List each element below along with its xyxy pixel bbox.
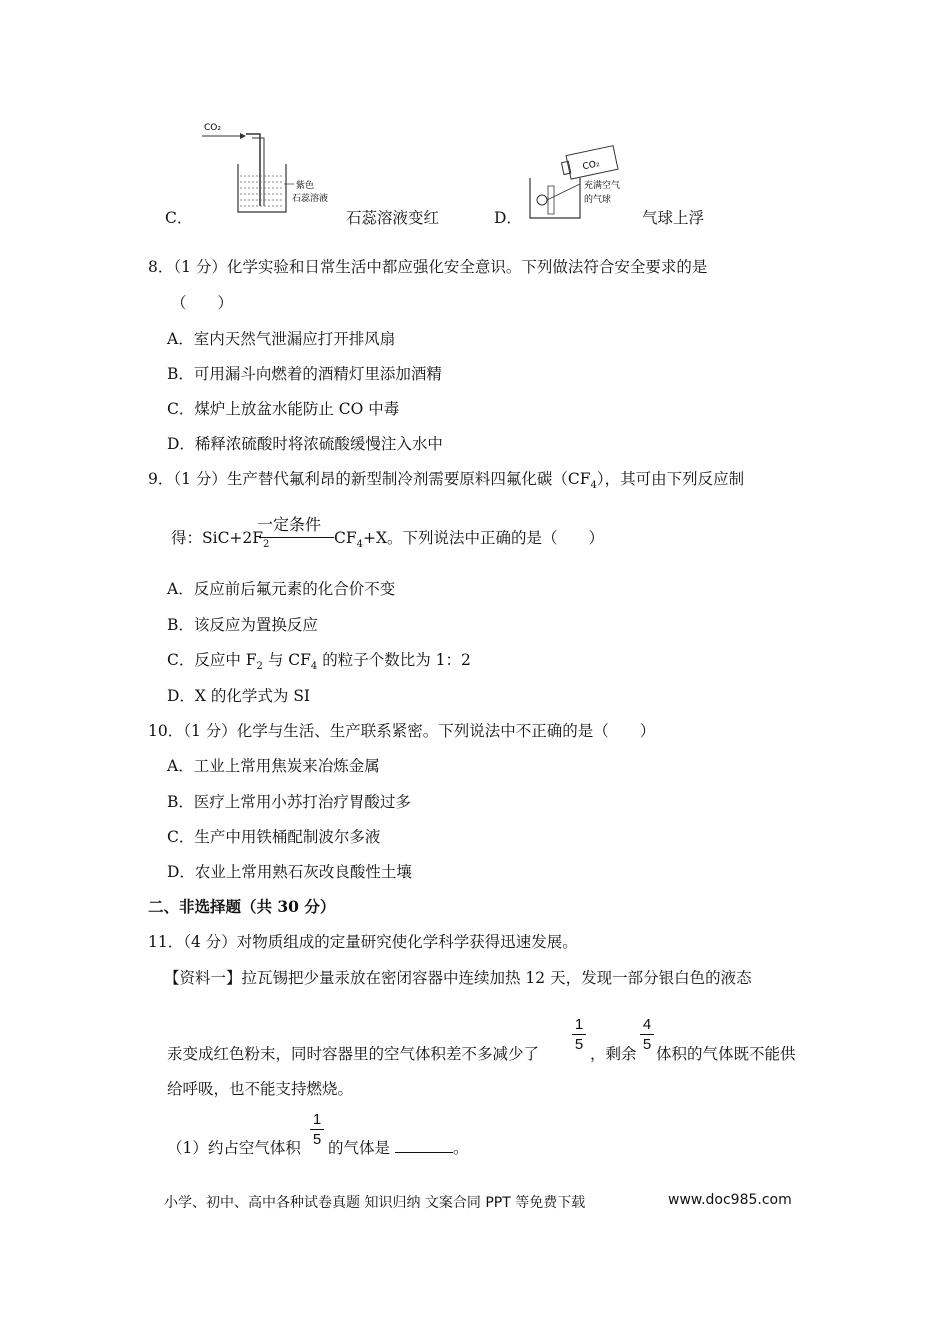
q8-stem: 8．（1 分）化学实验和日常生活中都应强化安全意识。下列做法符合安全要求的是 [148,258,708,276]
q8-paren: （ ） [171,294,234,312]
q8-option-b: B．可用漏斗向燃着的酒精灯里添加酒精 [167,365,442,383]
q9-equation-prefix: 得：$SiC+2F_2$ [171,529,270,551]
q10-stem: 10．（1 分）化学与生活、生产联系紧密。下列说法中不正确的是（ ） [148,722,656,740]
q9-option-a: A．反应前后氟元素的化合价不变 [167,580,396,598]
q7-figure-d-beaker [524,142,644,222]
q7-option-c-label: C． [165,209,193,227]
q9-reaction-arrow-line [259,537,334,538]
footer-text: 小学、初中、高中各种试卷真题 知识归纳 文案合同 PPT 等免费下载 [164,1195,586,1211]
q10-option-d: D．农业上常用熟石灰改良酸性土壤 [167,863,412,881]
q8-option-c: C．煤炉上放盆水能防止 CO 中毒 [167,400,400,418]
fig-c-liquid-label-2: 石蕊溶液 [292,194,329,204]
q11-sub1-a: （1）约占空气体积 [167,1139,301,1157]
section-2-heading: 二、非选择题（共 30 分） [148,897,336,916]
fig-c-gas-label: CO₂ [204,123,221,133]
q9-option-c: C．反应中 $F_2$ 与 $CF_4$ 的粒子个数比为 1：2 [167,651,471,673]
fig-d-gas-label: CO₂ [581,159,601,173]
q8-option-d: D．稀释浓硫酸时将浓硫酸缓慢注入水中 [167,435,443,453]
q10-option-a: A．工业上常用焦炭来冶炼金属 [167,757,380,775]
q11-fraction-sub1: 1 5 [310,1111,324,1148]
q9-option-b: B．该反应为置换反应 [167,616,318,634]
fig-c-liquid-label-1: 紫色 [296,181,315,191]
fig-d-balloon-label-2: 的气球 [584,195,612,205]
q9-stem: 9．（1 分）生产替代氟利昂的新型制冷剂需要原料四氟化碳$(CF_4)$，其可由下列反应制 [148,470,745,492]
q10-option-c: C．生产中用铁桶配制波尔多液 [167,828,381,846]
q9-option-d: D．X 的化学式为 SI [167,687,311,705]
q11-answer-blank [395,1138,453,1153]
q11-ref1-line2-b: ，剩余 [590,1045,637,1063]
q11-ref1-line2-c: 体积的气体既不能供 [656,1045,796,1063]
q10-option-b: B．医疗上常用小苏打治疗胃酸过多 [167,793,411,811]
footer-url[interactable]: www.doc985.com [668,1192,792,1208]
q11-ref1-line2-a: 汞变成红色粉末，同时容器里的空气体积差不多减少了 [167,1045,540,1063]
q7-option-d-label: D． [494,209,522,227]
q7-option-c-text: 石蕊溶液变红 [346,209,440,227]
q11-fraction-four-fifths: 4 5 [640,1016,654,1053]
q11-ref1-line3: 给呼吸，也不能支持燃烧。 [167,1080,354,1098]
q11-ref1-line1: 【资料一】拉瓦锡把少量汞放在密闭容器中连续加热 12 天，发现一部分银白色的液态 [164,969,752,987]
q7-figure-c-beaker [196,118,346,218]
q9-reaction-condition: 一定条件 [257,515,322,534]
q8-option-a: A．室内天然气泄漏应打开排风扇 [167,330,396,348]
fig-d-balloon-label-1: 充满空气 [584,181,621,191]
q11-fraction-one-fifth: 1 5 [572,1016,586,1053]
q9-equation-suffix: $CF_4+X$。下列说法中正确的是（ ） [334,529,605,551]
q11-stem: 11．（4 分）对物质组成的定量研究使化学科学获得迅速发展。 [148,933,578,951]
q11-sub1-b: 的气体是 。 [328,1139,469,1157]
q7-option-d-text: 气球上浮 [642,209,705,227]
